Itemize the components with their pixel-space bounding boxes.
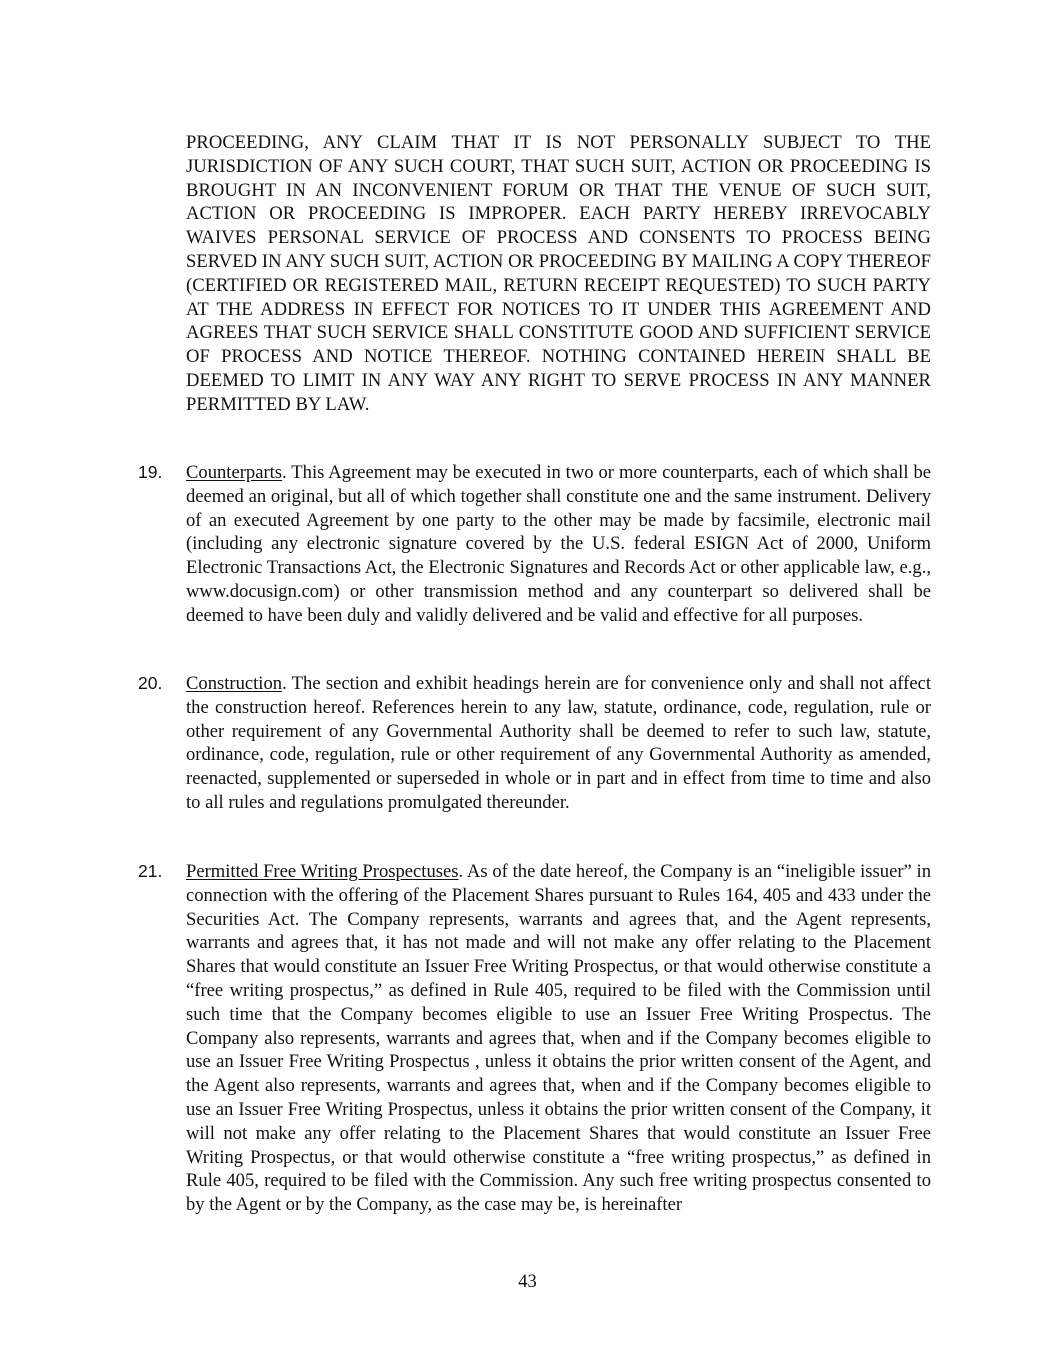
- section-body: . This Agreement may be executed in two or more counterparts, each of which shall be deemed an original, but all of which together shall constitute one and the same instrument. Delivery of an executed Agreement by one party to the other may be made by facsimile, electronic mail (including any electronic signature covered by the U.S. federal ESIGN Act of 2000, Uniform Electronic Transactions Act, the Electronic Signatures and Records Act or other applicable law, e.g., www.docusign.com) or other transmission method and any counterpart so delivered shall be deemed to have been duly and validly delivered and be valid and effective for all purposes.: [186, 462, 931, 626]
- section-number: 21.: [138, 861, 163, 881]
- section-heading: Permitted Free Writing Prospectuses: [186, 861, 459, 882]
- continuation-paragraph: PROCEEDING, ANY CLAIM THAT IT IS NOT PERSONALLY SUBJECT TO THE JURISDICTION OF ANY SUCH COURT, THAT SUCH SUIT, ACTION OR PROCEEDING IS BROUGHT IN AN INCONVENIENT FORUM OR THAT THE VENUE OF SUCH SUIT, ACTION OR PROCEEDING IS IMPROPER. EACH PARTY HEREBY IRREVOCABLY WAIVES PERSONAL SERVICE OF PROCESS AND CONSENTS TO PROCESS BEING SERVED IN ANY SUCH SUIT, ACTION OR PROCEEDING BY MAILING A COPY THEREOF (CERTIFIED OR REGISTERED MAIL, RETURN RECEIPT REQUESTED) TO SUCH PARTY AT THE ADDRESS IN EFFECT FOR NOTICES TO IT UNDER THIS AGREEMENT AND AGREES THAT SUCH SERVICE SHALL CONSTITUTE GOOD AND SUFFICIENT SERVICE OF PROCESS AND NOTICE THEREOF. NOTHING CONTAINED HEREIN SHALL BE DEEMED TO LIMIT IN ANY WAY ANY RIGHT TO SERVE PROCESS IN ANY MANNER PERMITTED BY LAW.: [186, 132, 931, 415]
- section-paragraph: [186, 672, 931, 815]
- section-heading: Construction: [186, 673, 283, 694]
- section-number: 20.: [138, 673, 163, 693]
- section-number: 19.: [138, 462, 163, 482]
- section-heading: Counterparts: [186, 462, 283, 483]
- section-body: . As of the date hereof, the Company is an “ineligible issuer” in connection with the offering of the Placement Shares pursuant to Rules 164, 405 and 433 under the Securities Act. The Company represents, warrants and agrees that, and the Agent represents, warrants and agrees that, it has not made and will not make any offer relating to the Placement Shares that would constitute an Issuer Free Writing Prospectus, or that would otherwise constitute a “free writing prospectus,” as defined in Rule 405, required to be filed with the Commission until such time that the Company becomes eligible to use an Issuer Free Writing Prospectus. The Company also represents, warrants and agrees that, when and if the Company becomes eligible to use an Issuer Free Writing Prospectus , unless it obtains the prior written consent of the Agent, and the Agent also represents, warrants and agrees that, when and if the Company becomes eligible to use an Issuer Free Writing Prospectus, unless it obtains the prior written consent of the Company, it will not make any offer relating to the Placement Shares that would constitute an Issuer Free Writing Prospectus, or that would otherwise constitute a “free writing prospectus,” as defined in Rule 405, required to be filed with the Commission. Any such free writing prospectus consented to by the Agent or by the Company, as the case may be, is hereinafter: [186, 861, 932, 1216]
- page-number: 43: [518, 1271, 537, 1292]
- section-paragraph: [186, 860, 931, 1217]
- section-body: . The section and exhibit headings herein are for convenience only and shall not affect the construction hereof. References herein to any law, statute, ordinance, code, regulation, rule or other requirement of any Governmental Authority shall be deemed to refer to such law, statute, ordinance, code, regulation, rule or other requirement of any Governmental Authority as amended, reenacted, supplemented or superseded in whole or in part and in effect from time to time and also to all rules and regulations promulgated thereunder.: [186, 673, 931, 813]
- section-paragraph: [186, 461, 931, 628]
